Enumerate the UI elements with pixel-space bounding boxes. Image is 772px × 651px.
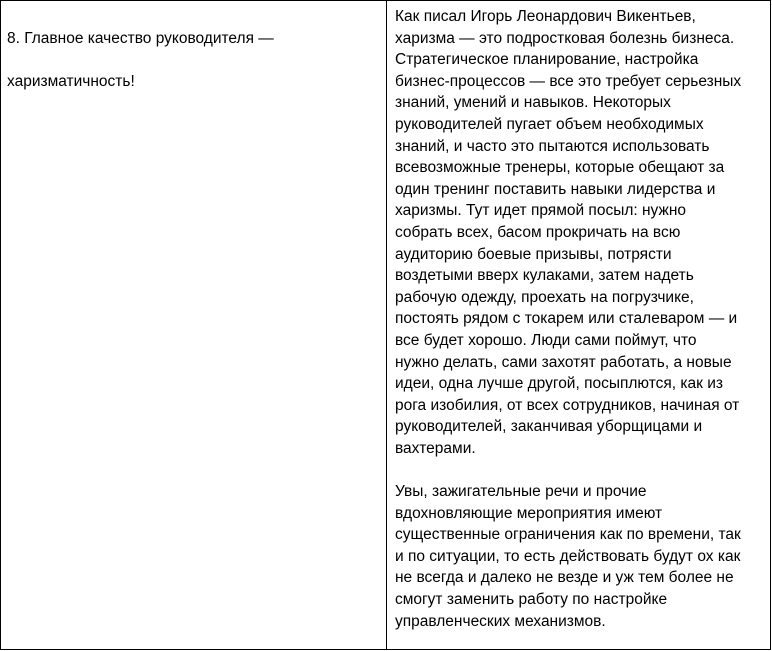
paragraph-line: харизмы. Тут идет прямой посыл: нужно	[395, 202, 687, 220]
paragraph-line: рога изобилия, от всех сотрудников, начиная от	[395, 396, 740, 414]
paragraph-line: Стратегическое планирование, настройка	[395, 51, 699, 69]
paragraph-line: Как писал Игорь Леонардович Викентьев,	[395, 8, 696, 25]
table-cell-claim	[1, 1, 387, 649]
paragraph-line: всевозможные тренеры, которые обещают за	[395, 159, 725, 177]
paragraph-line: аудиторию боевые призывы, потрясти	[395, 245, 672, 263]
paragraph-line: руководителей, заканчивая уборщицами и	[395, 418, 703, 436]
paragraph-line: вдохновляющие мероприятия имеют	[395, 504, 663, 522]
explanation-paragraph-1	[395, 6, 764, 459]
paragraph-line: постоять рядом с токарем или сталеваром — и	[395, 310, 738, 328]
paragraph-line: вахтерами.	[395, 439, 476, 457]
paragraph-line: воздетыми вверх кулаками, затем надеть	[395, 267, 694, 285]
paragraph-line: смогут заменить работу по настройке	[395, 591, 668, 609]
paragraph-line: харизма — это подростковая болезнь бизнеса.	[395, 29, 735, 47]
paragraph-line: один тренинг поставить навыки лидерства и	[395, 180, 716, 198]
paragraph-line: собрать всех, басом прокричать на всю	[395, 223, 681, 241]
paragraph-line: знаний, и часто это пытаются использовать	[395, 137, 710, 155]
explanation-paragraph-2	[395, 481, 764, 632]
paragraph-line: знаний, умений и навыков. Некоторых	[395, 94, 671, 112]
paragraph-line: рабочую одежду, проехать на погрузчике,	[395, 288, 694, 306]
paragraph-line: идеи, одна лучше другой, посыплются, как из	[395, 375, 723, 393]
paragraph-line: управленческих механизмов.	[395, 612, 606, 630]
paragraph-line: нужно делать, сами захотят работать, а новые	[395, 353, 732, 371]
paragraph-line: бизнес-процессов — все это требует серьезных	[395, 72, 742, 90]
paragraph-line: и по ситуации, то есть действовать будут ох как	[395, 547, 741, 565]
paragraph-line: существенные ограничения как по времени, так	[395, 526, 741, 544]
paragraph-line: не всегда и далеко не везде и уж тем более не	[395, 569, 734, 587]
table-cell-explanation	[387, 1, 770, 649]
paragraph-line: руководителей пугает объем необходимых	[395, 115, 704, 133]
paragraph-line: Увы, зажигательные речи и прочие	[395, 483, 647, 501]
claim-line: 8. Главное качество руководителя —	[7, 29, 274, 47]
claim-line: харизматичность!	[7, 72, 135, 90]
claim-text	[7, 6, 380, 92]
paragraph-line: все будет хорошо. Люди сами поймут, что	[395, 331, 697, 349]
